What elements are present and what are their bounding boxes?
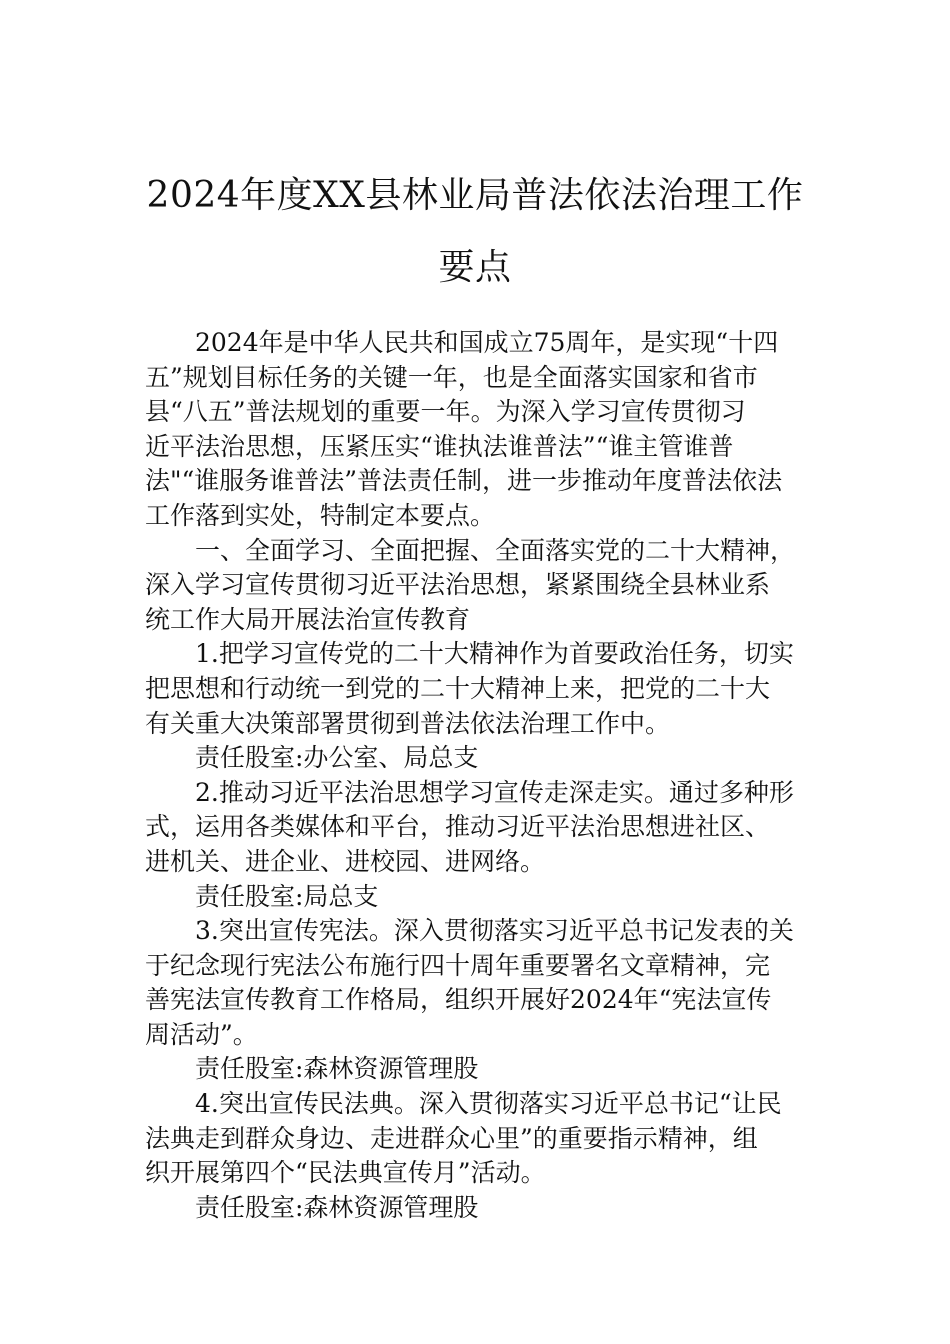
paragraph bbox=[145, 741, 810, 776]
text-line: 责任股室:办公室、局总支 bbox=[195, 743, 479, 773]
text-line: 统工作大局开展法治宣传教育 bbox=[145, 604, 471, 634]
text-line: 一、全面学习、全面把握、全面落实党的二十大精神， bbox=[195, 535, 796, 565]
title-line-2: 要点 bbox=[438, 247, 512, 288]
paragraph bbox=[145, 326, 810, 534]
text-line: 工作落到实处，特制定本要点。 bbox=[145, 500, 496, 530]
document-title bbox=[140, 160, 810, 304]
text-line: 2.推动习近平法治思想学习宣传走深走实。通过多种形 bbox=[195, 777, 794, 807]
paragraph bbox=[145, 534, 810, 638]
paragraph bbox=[145, 1191, 810, 1226]
text-line: 有关重大决策部署贯彻到普法依法治理工作中。 bbox=[145, 708, 671, 738]
paragraph bbox=[145, 914, 810, 1052]
text-line: 2024年是中华人民共和国成立75周年，是实现“十四 bbox=[195, 328, 779, 357]
paragraph bbox=[145, 776, 810, 880]
document-body bbox=[145, 326, 810, 1225]
text-line: 进机关、进企业、进校园、进网络。 bbox=[145, 846, 546, 876]
text-line: 织开展第四个“民法典宣传月”活动。 bbox=[145, 1158, 546, 1188]
text-line: 1.把学习宣传党的二十大精神作为首要政治任务，切实 bbox=[195, 639, 794, 669]
text-line: 深入学习宣传贯彻习近平法治思想，紧紧围绕全县林业系 bbox=[145, 570, 771, 600]
text-line: 把思想和行动统一到党的二十大精神上来，把党的二十大 bbox=[145, 673, 771, 703]
text-line: 3.突出宣传宪法。深入贯彻落实习近平总书记发表的关 bbox=[195, 916, 794, 946]
text-line: 于纪念现行宪法公布施行四十周年重要署名文章精神，完 bbox=[145, 950, 771, 980]
text-line: 式，运用各类媒体和平台，推动习近平法治思想进社区、 bbox=[145, 812, 771, 842]
text-line: 责任股室:森林资源管理股 bbox=[195, 1192, 479, 1222]
paragraph bbox=[145, 880, 810, 915]
paragraph bbox=[145, 637, 810, 741]
text-line: 4.突出宣传民法典。深入贯彻落实习近平总书记“让民 bbox=[195, 1089, 782, 1119]
text-line: 法"“谁服务谁普法”普法责任制，进一步推动年度普法依法 bbox=[145, 466, 783, 496]
text-line: 法典走到群众身边、走进群众心里”的重要指示精神，组 bbox=[145, 1123, 758, 1153]
text-line: 县“八五”普法规划的重要一年。为深入学习宣传贯彻习 bbox=[145, 397, 746, 427]
paragraph bbox=[145, 1087, 810, 1191]
paragraph bbox=[145, 1052, 810, 1087]
title-line-1: 2024年度XX县林业局普法依法治理工作 bbox=[146, 175, 804, 216]
text-line: 五”规划目标任务的关键一年，也是全面落实国家和省市 bbox=[145, 362, 758, 392]
text-line: 责任股室:森林资源管理股 bbox=[195, 1054, 479, 1084]
text-line: 近平法治思想，压紧压实“谁执法谁普法”“谁主管谁普 bbox=[145, 431, 734, 461]
text-line: 周活动”。 bbox=[145, 1019, 258, 1049]
text-line: 责任股室:局总支 bbox=[195, 881, 379, 911]
text-line: 善宪法宣传教育工作格局，组织开展好2024年“宪法宣传 bbox=[145, 985, 772, 1015]
